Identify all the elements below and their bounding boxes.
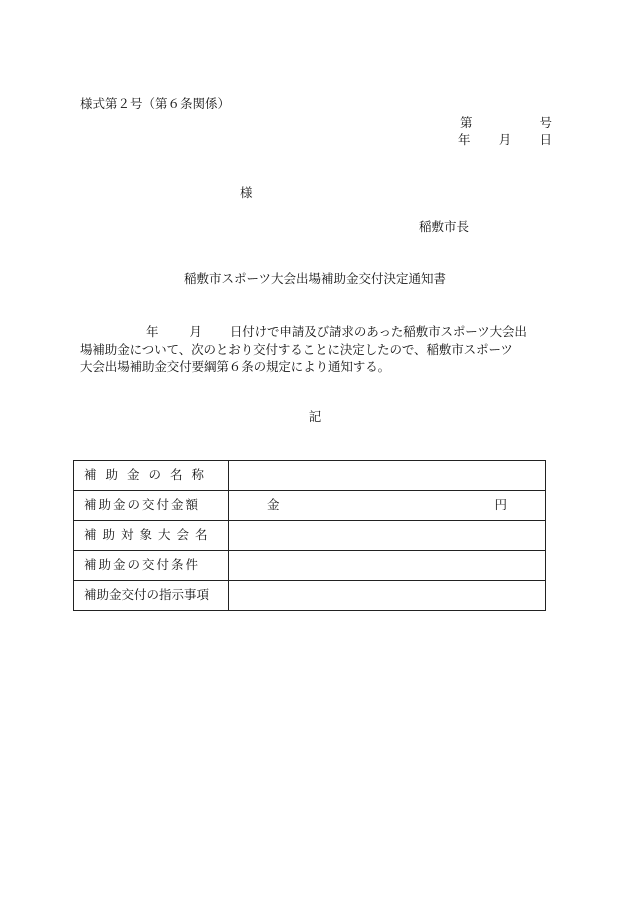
body-text xyxy=(80,323,552,376)
body-month: 月 xyxy=(189,324,202,339)
table-row xyxy=(74,461,546,491)
row-value-target-event xyxy=(229,521,546,551)
date-year: 年 xyxy=(458,132,471,147)
table-row xyxy=(74,551,546,581)
table-row xyxy=(74,581,546,611)
row-value-grant-name xyxy=(229,461,546,491)
row-value-grant-conditions xyxy=(229,551,546,581)
ki-heading: 記 xyxy=(308,409,322,424)
body-year: 年 xyxy=(146,324,159,339)
body-line-3: 大会出場補助金交付要綱第６条の規定により通知する。 xyxy=(80,359,391,375)
body-line-1 xyxy=(80,323,552,341)
body-line-2: 場補助金について、次のとおり交付することに決定したので、稲敷市スポーツ xyxy=(80,341,513,357)
issuer: 稲敷市長 xyxy=(419,219,470,234)
grant-details-table xyxy=(73,460,546,611)
row-value-instructions xyxy=(229,581,546,611)
amount-suffix: 円 xyxy=(494,497,507,512)
date-month: 月 xyxy=(498,132,512,147)
table-row xyxy=(74,491,546,521)
addressee-suffix: 様 xyxy=(240,185,253,200)
document-number-prefix: 第 xyxy=(460,115,473,130)
amount-prefix: 金 xyxy=(267,497,280,512)
document-number xyxy=(460,117,552,130)
form-number: 様式第２号（第６条関係） xyxy=(80,96,231,111)
date-day: 日 xyxy=(539,132,552,147)
issue-date xyxy=(458,134,552,147)
document-number-suffix: 号 xyxy=(539,115,552,130)
row-label-target-event: 補助対象大会名 xyxy=(74,521,229,551)
document-title: 稲敷市スポーツ大会出場補助金交付決定通知書 xyxy=(183,271,446,286)
row-label-grant-amount: 補助金の交付金額 xyxy=(74,491,229,521)
body-line1-rest: 日付けで申請及び請求のあった稲敷市スポーツ大会出 xyxy=(229,324,527,339)
row-label-grant-name: 補助金の名称 xyxy=(74,461,229,491)
row-value-grant-amount xyxy=(229,491,546,521)
table-row xyxy=(74,521,546,551)
row-label-instructions: 補助金交付の指示事項 xyxy=(74,581,229,611)
row-label-grant-conditions: 補助金の交付条件 xyxy=(74,551,229,581)
